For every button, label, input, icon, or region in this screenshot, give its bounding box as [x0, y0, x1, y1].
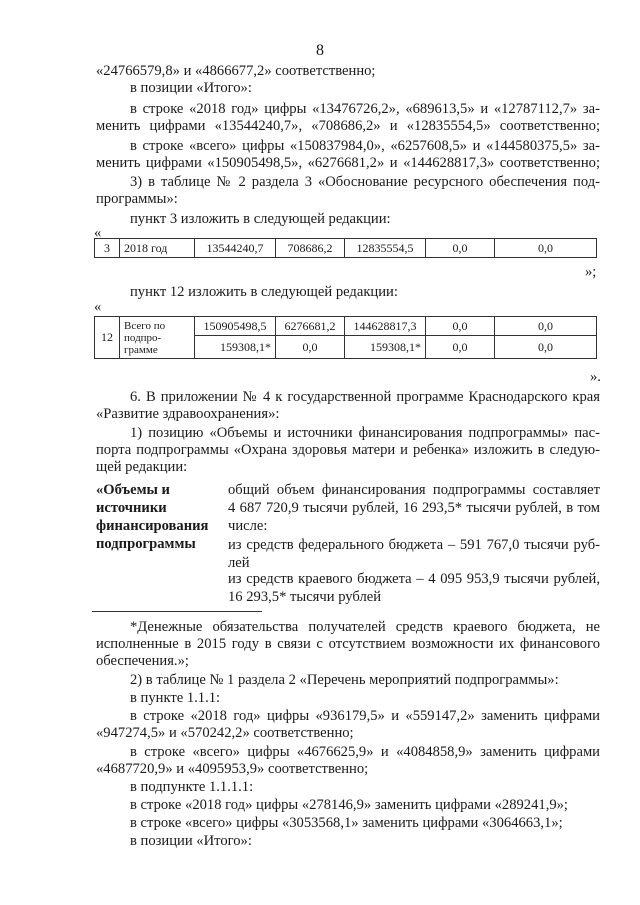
text-line: «Развитие здравоохранения»: — [96, 406, 280, 422]
text-line: «947274,5» и «570242,2» соответственно; — [96, 725, 354, 741]
text-line: в строке «всего» цифры «4676625,9» и «4084858,9» заменить цифрами — [130, 744, 600, 760]
passport-value-line: числе: — [228, 518, 268, 534]
text-line: в строке «всего» цифры «150837984,0», «6257608,5» и «144580375,5» за- — [130, 138, 600, 154]
footnote-divider — [92, 611, 262, 612]
text-line: 2) в таблице № 1 раздела 2 «Перечень мероприятий подпрограммы»: — [130, 672, 559, 688]
resource-table-row-12 — [94, 316, 597, 359]
table-cell: 150905498,5 — [195, 317, 276, 336]
table-row-label: Всего по подпро- грамме — [120, 317, 195, 359]
resource-table-row-3 — [94, 238, 597, 258]
passport-value-line: 4 687 720,9 тысячи рублей, 16 293,5* тысячи рублей, в том — [228, 500, 600, 516]
text-line: в строке «2018 год» цифры «13476726,2», «689613,5» и «12787112,7» за- — [130, 101, 600, 117]
close-quote: »; — [585, 264, 597, 280]
text-line: пункт 12 изложить в следующей редакции: — [130, 284, 398, 300]
table-cell: 0,0 — [495, 317, 597, 336]
text-line: в пункте 1.1.1: — [130, 690, 221, 706]
passport-label-line: «Объемы и — [96, 482, 170, 498]
footnote-line: *Денежные обязательства получателей средств краевого бюджета, не — [130, 619, 600, 635]
text-line: щей редакции: — [96, 459, 188, 475]
table-row — [95, 239, 597, 258]
text-line: в подпункте 1.1.1.1: — [130, 779, 254, 795]
page-number: 8 — [316, 42, 324, 59]
text-line: 6. В приложении № 4 к государственной программе Краснодарского края — [130, 389, 600, 405]
table-cell: 144628817,3 — [345, 317, 426, 336]
text-line: в позиции «Итого»: — [130, 80, 252, 96]
passport-label-line: подпрограммы — [96, 536, 196, 552]
table-cell: 0,0 — [426, 336, 495, 359]
table-cell: 3 — [95, 239, 120, 258]
table-cell: 0,0 — [495, 239, 597, 258]
table-cell: 13544240,7 — [195, 239, 276, 258]
table-cell: 12835554,5 — [345, 239, 426, 258]
footnote-line: обеспечения.»; — [96, 653, 189, 669]
open-quote: « — [94, 225, 102, 241]
text-line: программы»: — [96, 191, 178, 207]
passport-label-line: финансирования — [96, 518, 209, 534]
text-line: 3) в таблице № 2 раздела 3 «Обоснование ресурсного обеспечения под- — [130, 174, 600, 190]
close-quote: ». — [590, 369, 601, 385]
table-cell: 708686,2 — [276, 239, 345, 258]
passport-value-line: общий объем финансирования подпрограммы составляет — [228, 482, 600, 498]
text-line: в строке «2018 год» цифры «936179,5» и «559147,2» заменить цифрами — [130, 708, 600, 724]
passport-label-line: источники — [96, 500, 167, 516]
table-cell: 159308,1* — [345, 336, 426, 359]
open-quote: « — [94, 299, 102, 315]
table-cell: 6276681,2 — [276, 317, 345, 336]
table-row — [95, 317, 597, 336]
text-line: в позиции «Итого»: — [130, 833, 252, 849]
table-cell: 0,0 — [495, 336, 597, 359]
table-cell: 2018 год — [120, 239, 195, 258]
passport-value-line: лей — [228, 555, 250, 571]
table-cell: 0,0 — [426, 317, 495, 336]
passport-value-line: из средств краевого бюджета – 4 095 953,9 тысячи рублей, — [228, 571, 600, 587]
table-cell: 0,0 — [276, 336, 345, 359]
footnote-line: исполненные в 2015 году в связи с отсутствием возможности их финансового — [96, 636, 600, 652]
text-line: порта подпрограммы «Охрана здоровья матери и ребенка» изложить в следую- — [96, 442, 600, 458]
text-line: «4687720,9» и «4095953,9» соответственно; — [96, 761, 369, 777]
passport-value-line: 16 293,5* тысячи рублей — [228, 589, 382, 605]
passport-value-line: из средств федерального бюджета – 591 767,0 тысячи руб- — [228, 537, 600, 553]
table-cell: 159308,1* — [195, 336, 276, 359]
text-line: 1) позицию «Объемы и источники финансирования подпрограммы» пас- — [130, 425, 600, 441]
table-cell: 0,0 — [426, 239, 495, 258]
text-line: в строке «2018 год» цифры «278146,9» заменить цифрами «289241,9»; — [130, 797, 568, 813]
text-line: в строке «всего» цифры «3053568,1» заменить цифрами «3064663,1»; — [130, 815, 563, 831]
text-line: менить цифрами «13544240,7», «708686,2» и «12835554,5» соответственно; — [96, 118, 600, 134]
text-line: «24766579,8» и «4866677,2» соответственно; — [96, 63, 376, 79]
text-line: пункт 3 изложить в следующей редакции: — [130, 211, 391, 227]
table-cell: 12 — [95, 317, 120, 359]
text-line: менить цифрами «150905498,5», «6276681,2» и «144628817,3» соответственно; — [96, 155, 600, 171]
